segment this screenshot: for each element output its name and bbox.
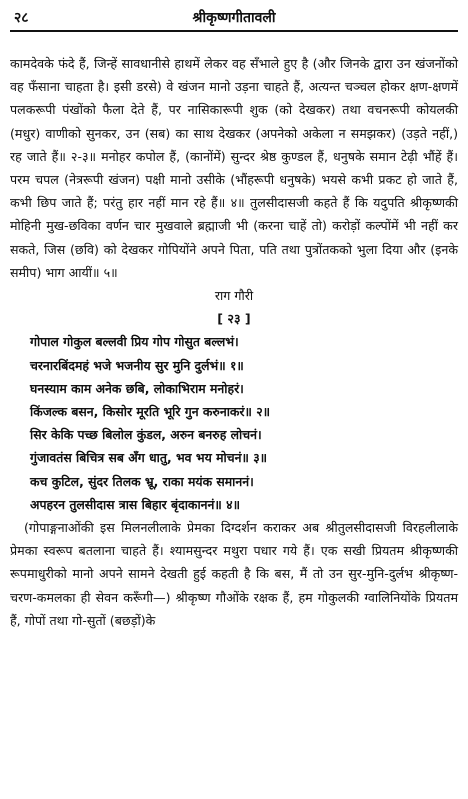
verse-line: किंजल्क बसन, किसोर मूरति भूरि गुन करुनाकरं॥ २॥ xyxy=(30,404,271,420)
page-header xyxy=(10,4,458,30)
commentary-top: कामदेवके फंदे हैं, जिन्हें सावधानीसे हाथमें लेकर वह सँभाले हुए है (और जिनके द्वारा उन खंजनोंको वह फँसाना चाहता है। इसी डरसे) वे खंजन मानो उड़ना चाहते हैं, अत्यन्त चञ्चल होकर क्षण-क्षणमें पलकरूपी पंखोंको फैला देते हैं, पर नासिकारूपी शुक (को देखकर) तथा वचनरूपी कोयलकी (मधुर) वाणीको सुनकर, उन (सब) का साथ देखकर (अपनेको अकेला न समझकर) (उड़ते नहीं,) रह जाते हैं॥ २-३॥ मनोहर कपोल हैं, (कानोंमें) सुन्दर श्रेष्ठ कुण्डल हैं, धनुषके समान टेढ़ी भौंहें हैं। परम चपल (नेत्ररूपी खंजन) पक्षी मानो उसीके (भौंहरूपी धनुषके) भयसे कभी प्रकट हो जाते हैं, कभी छिप जाते हैं; परंतु हार नहीं मान रहे हैं॥ ४॥ तुलसीदासजी कहते हैं कि यदुपति श्रीकृष्णकी मोहिनी मुख-छविका वर्णन चार मुखवाले ब्रह्माजी भी (करना चाहें तो) करोड़ों कल्पोंमें भी नहीं कर सकते, जिस (छवि) को देखकर गोपियोंने अपने पिता, पति तथा पुत्रोंतकको भुला दिया और (इनके समीप) भाग आयीं॥ ५॥ xyxy=(10,56,458,280)
running-title: श्रीकृष्णगीतावली xyxy=(192,10,276,26)
raag-heading: राग गौरी xyxy=(214,288,254,304)
verse-line: सिर केकि पच्छ बिलोल कुंडल, अरुन बनरुह लोचनं। xyxy=(30,427,262,443)
verse-line: चरनारबिंदमहं भजे भजनीय सुर मुनि दुर्लभं॥ १॥ xyxy=(30,357,244,373)
header-rule xyxy=(10,30,458,32)
verse-line: घनस्याम काम अनेक छबि, लोकाभिराम मनोहरं। xyxy=(30,380,244,396)
page-body xyxy=(10,52,458,632)
verse-line: गोपाल गोकुल बल्लवी प्रिय गोप गोसुत बल्लभं। xyxy=(30,334,239,350)
commentary-bottom: (गोपाङ्गनाओंकी इस मिलनलीलाके प्रेमका दिग्दर्शन कराकर अब श्रीतुलसीदासजी विरहलीलाके प्रेमका स्वरूप बतलाना चाहते हैं। श्यामसुन्दर मथुरा पधार गये हैं। एक सखी प्रियतम श्रीकृष्णकी रूपमाधुरीको मानो अपने सामने देखती हुई कहती है कि बस, मैं तो उन सुर-मुनि-दुर्लभ श्रीकृष्ण-चरण-कमलका ही सेवन करूँगी—) श्रीकृष्ण गौओंके रक्षक हैं, हम गोकुलकी ग्वालिनियोंके प्रियतम हैं, गोपों तथा गो-सुतों (बछड़ों)के xyxy=(10,520,458,628)
verse-line: अपहरन तुलसीदास त्रास बिहार बृंदाकाननं॥ ४॥ xyxy=(30,496,241,512)
verse-line: गुंजावतंस बिचित्र सब अँग धातु, भव भय मोचनं॥ ३॥ xyxy=(30,450,268,466)
verse-block xyxy=(10,330,458,516)
pada-number: [ २३ ] xyxy=(217,311,251,327)
verse-line: कच कुटिल, सुंदर तिलक भ्रू, राका मयंक समाननं। xyxy=(30,473,254,489)
page-number: २८ xyxy=(14,10,29,26)
